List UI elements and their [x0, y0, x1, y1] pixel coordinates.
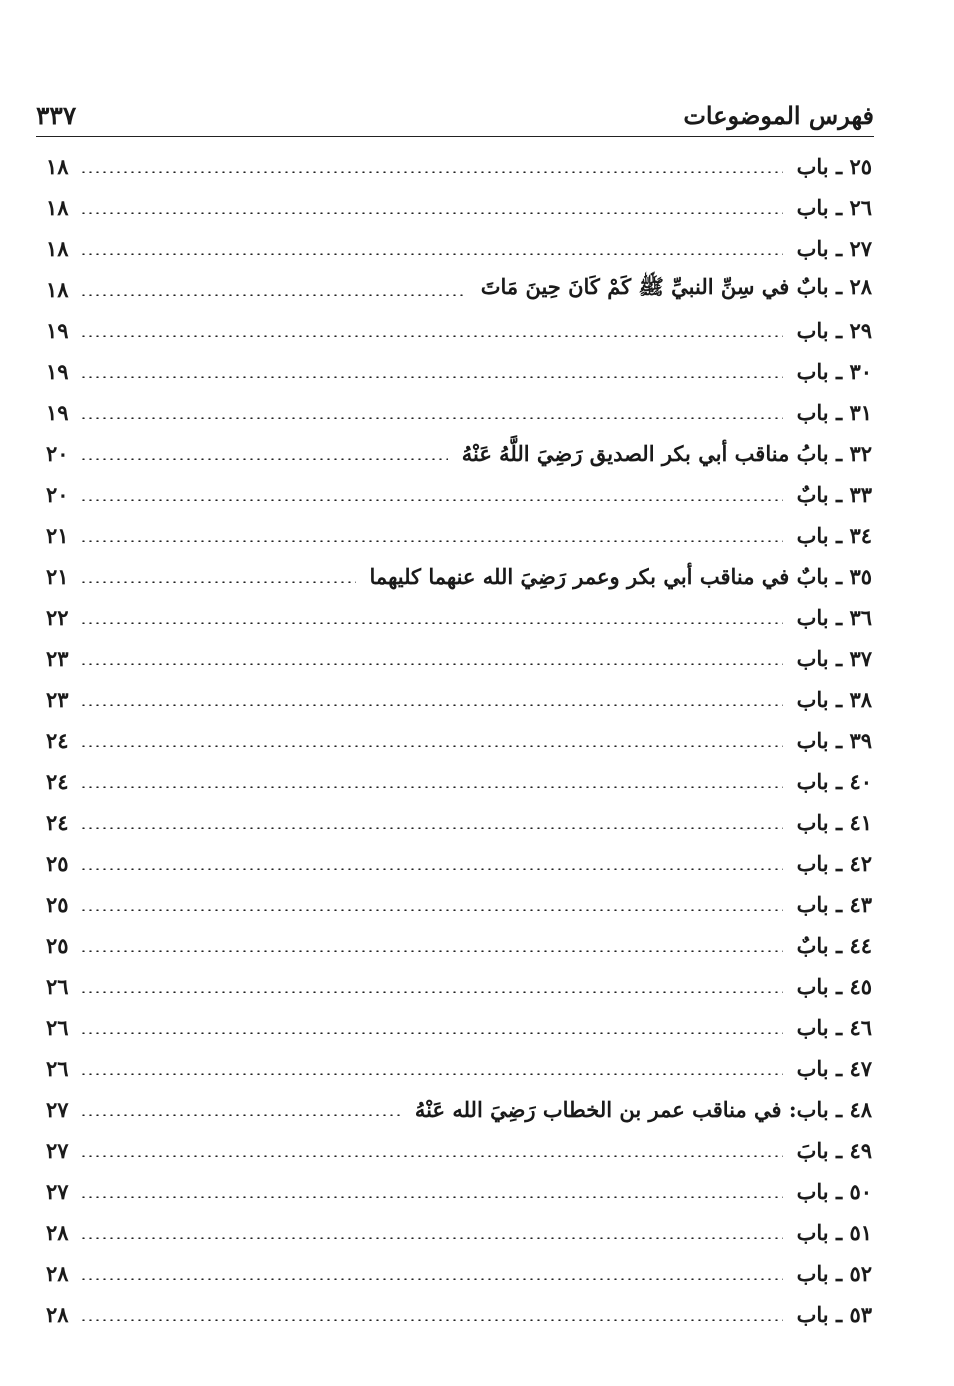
toc-entry — [46, 720, 872, 761]
toc-entry-page: ١٩ — [46, 400, 69, 425]
toc-entry — [46, 802, 872, 843]
toc-entry-title: ٤٤ ـ بابٌ — [796, 933, 872, 958]
toc-entry — [46, 1089, 872, 1130]
toc-entry-page: ٢٦ — [46, 974, 69, 999]
dot-leader — [80, 171, 783, 173]
toc-entry — [46, 1130, 872, 1171]
toc-entry — [46, 228, 872, 269]
toc-entry-title: ٥٢ ـ باب — [796, 1261, 872, 1286]
toc-entry — [46, 884, 872, 925]
toc-entry — [46, 146, 872, 187]
toc-entry-title: ٥١ ـ باب — [796, 1220, 872, 1245]
toc-entry-title: ٢٧ ـ باب — [796, 236, 872, 261]
running-title: فهرس الموضوعات — [683, 101, 874, 130]
dot-leader — [80, 909, 783, 911]
toc-entry — [46, 433, 872, 474]
dot-leader — [80, 581, 356, 583]
toc-entry-page: ٢٧ — [46, 1097, 69, 1122]
toc-entry-page: ٢٤ — [46, 810, 69, 835]
toc-entry — [46, 474, 872, 515]
dot-leader — [80, 253, 783, 255]
toc-entry — [46, 925, 872, 966]
toc-entry-title: ٥٠ ـ باب — [796, 1179, 872, 1204]
toc-entry-title: ٣٩ ـ باب — [796, 728, 872, 753]
toc-entry-page: ٢٦ — [46, 1056, 69, 1081]
toc-entry-page: ٢٣ — [46, 646, 69, 671]
toc-entry — [46, 843, 872, 884]
toc-entry-title: ٢٩ ـ باب — [796, 318, 872, 343]
toc-entry — [46, 1007, 872, 1048]
dot-leader — [80, 1073, 783, 1075]
toc-entry-title: ٤١ ـ باب — [796, 810, 872, 835]
toc-entry-title: ٣١ ـ باب — [796, 400, 872, 425]
dot-leader — [80, 745, 783, 747]
toc-entry — [46, 761, 872, 802]
toc-entry-page: ٢٨ — [46, 1261, 69, 1286]
dot-leader — [80, 868, 783, 870]
toc-entry-title: ٤٧ ـ باب — [796, 1056, 872, 1081]
toc-entry-page: ٢٤ — [46, 728, 69, 753]
page-header — [36, 84, 874, 130]
toc-entry-title: ٣٢ ـ بابُ مناقب أبي بكر الصديق رَضِيَ اللَّهُ عَنْهُ — [461, 441, 872, 466]
toc-entry-page: ١٨ — [46, 277, 69, 302]
toc-entry-page: ٢٨ — [46, 1220, 69, 1245]
dot-leader — [80, 704, 783, 706]
dot-leader — [80, 1114, 401, 1116]
dot-leader — [80, 622, 783, 624]
dot-leader — [80, 1032, 783, 1034]
toc-entry-page: ١٨ — [46, 154, 69, 179]
toc-entry — [46, 966, 872, 1007]
toc-entry-page: ١٩ — [46, 318, 69, 343]
toc-entry-title: ٤٠ ـ باب — [796, 769, 872, 794]
dot-leader — [80, 294, 467, 296]
dot-leader — [80, 663, 783, 665]
toc-entry-title: ٢٥ ـ باب — [796, 154, 872, 179]
dot-leader — [80, 827, 783, 829]
toc-entry-title: ٤٩ ـ بابَ — [796, 1138, 872, 1163]
toc-entry-title: ٤٥ ـ باب — [796, 974, 872, 999]
toc-entry — [46, 392, 872, 433]
toc-entry-title: ٣٠ ـ باب — [796, 359, 872, 384]
dot-leader — [80, 212, 783, 214]
toc-entry-title: ٤٢ ـ باب — [796, 851, 872, 876]
toc-entry-page: ١٨ — [46, 236, 69, 261]
toc-entry-page: ١٨ — [46, 195, 69, 220]
dot-leader — [80, 786, 783, 788]
toc-entry — [46, 597, 872, 638]
toc-entry-title: ٣٦ ـ باب — [796, 605, 872, 630]
toc-entry — [46, 1212, 872, 1253]
toc-entry-title: ٣٣ ـ بابٌ — [796, 482, 872, 507]
toc-entry — [46, 1294, 872, 1335]
dot-leader — [80, 335, 783, 337]
toc-entry-page: ٢٦ — [46, 1015, 69, 1040]
toc-entry-title: ٣٥ ـ بابٌ في مناقب أبي بكر وعمر رَضِيَ الله عنهما كليهما — [369, 564, 872, 589]
toc-entry-page: ٢٥ — [46, 933, 69, 958]
toc-entry — [46, 269, 872, 310]
toc-entry-title: ٤٦ ـ باب — [796, 1015, 872, 1040]
toc-entry-title: ٣٧ ـ باب — [796, 646, 872, 671]
toc-entry-page: ٢٥ — [46, 892, 69, 917]
toc-entry — [46, 1171, 872, 1212]
toc-entry — [46, 515, 872, 556]
dot-leader — [80, 1278, 783, 1280]
dot-leader — [80, 1237, 783, 1239]
dot-leader — [80, 1155, 783, 1157]
page-number: ٣٣٧ — [36, 101, 77, 130]
toc-entry-title: ٥٣ ـ باب — [796, 1302, 872, 1327]
toc-entry-page: ٢٧ — [46, 1179, 69, 1204]
dot-leader — [80, 458, 448, 460]
toc-entry-page: ٢٥ — [46, 851, 69, 876]
dot-leader — [80, 1196, 783, 1198]
dot-leader — [80, 991, 783, 993]
toc-entry-title: ٣٨ ـ باب — [796, 687, 872, 712]
toc-entry — [46, 638, 872, 679]
toc-entry-page: ٢٣ — [46, 687, 69, 712]
toc-entry-title: ٤٣ ـ باب — [796, 892, 872, 917]
toc-entry-page: ٢٠ — [46, 441, 69, 466]
toc-entry-page: ١٩ — [46, 359, 69, 384]
toc-entry-title: ٤٨ ـ باب: في مناقب عمر بن الخطاب رَضِيَ الله عَنْهُ — [414, 1097, 872, 1122]
dot-leader — [80, 950, 783, 952]
toc-entry — [46, 351, 872, 392]
toc-entry-title: ٢٨ ـ بابٌ في سِنِّ النبيِّ ﷺ كَمْ كَانَ حِينَ مَاتَ — [480, 274, 872, 299]
dot-leader — [80, 417, 783, 419]
dot-leader — [80, 540, 783, 542]
toc-entry-page: ٢٤ — [46, 769, 69, 794]
toc-entry-page: ٢٠ — [46, 482, 69, 507]
toc-entry — [46, 187, 872, 228]
toc-entry-page: ٢١ — [46, 523, 69, 548]
header-rule — [36, 136, 874, 137]
toc-entry-title: ٣٤ ـ باب — [796, 523, 872, 548]
toc-entry — [46, 310, 872, 351]
toc-entry-page: ٢٧ — [46, 1138, 69, 1163]
table-of-contents — [46, 146, 872, 1335]
toc-entry — [46, 556, 872, 597]
toc-entry-page: ٢٢ — [46, 605, 69, 630]
toc-entry — [46, 679, 872, 720]
toc-entry — [46, 1048, 872, 1089]
toc-entry — [46, 1253, 872, 1294]
dot-leader — [80, 1319, 783, 1321]
toc-entry-page: ٢٨ — [46, 1302, 69, 1327]
dot-leader — [80, 376, 783, 378]
toc-entry-title: ٢٦ ـ باب — [796, 195, 872, 220]
toc-entry-page: ٢١ — [46, 564, 69, 589]
dot-leader — [80, 499, 783, 501]
